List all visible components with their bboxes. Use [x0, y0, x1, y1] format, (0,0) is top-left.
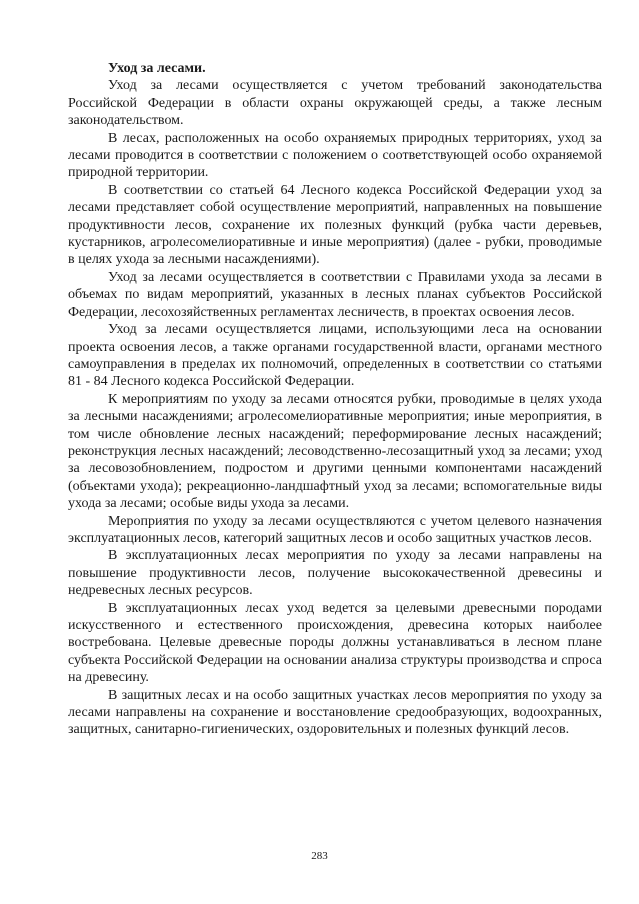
- paragraph-6: К мероприятиям по уходу за лесами относятся рубки, проводимые в целях ухода за лесными насаждениями; агролесомелиоративные мероприятия; иные мероприятия, в том числе обновление лесных насаждений; переформирование лесных насаждений; реконструкция лесных насаждений; лесоводственно-лесозащитный уход за лесами; уход за лесовозобновлением, подростом и другими ценными компонентами насаждений (объектами ухода); рекреационно-ландшафтный уход за лесами; вспомогательные виды ухода за лесами; особые виды ухода за лесами.: [68, 391, 602, 512]
- paragraph-3: В соответствии со статьей 64 Лесного кодекса Российской Федерации уход за лесами представляет собой осуществление мероприятий, направленных на повышение продуктивности лесов, сохранение их полезных функций (рубка части деревьев, кустарников, агролесомелиоративные и иные мероприятия) (далее - рубки, проводимые в целях ухода за лесными насаждениями).: [68, 182, 602, 268]
- paragraph-1: Уход за лесами осуществляется с учетом требований законодательства Российской Федерации в области охраны окружающей среды, а также лесным законодательством.: [68, 78, 602, 129]
- paragraph-2: В лесах, расположенных на особо охраняемых природных территориях, уход за лесами проводится в соответствии с положением о соответствующей особо охраняемой природной территории.: [68, 130, 602, 181]
- section-heading: Уход за лесами.: [108, 61, 206, 76]
- document-body: [68, 60, 602, 739]
- paragraph-10: В защитных лесах и на особо защитных участках лесов мероприятия по уходу за лесами направлены на сохранение и восстановление средообразующих, водоохранных, защитных, санитарно-гигиенических, оздоровительных и полезных функций лесов.: [68, 687, 602, 738]
- paragraph-9: В эксплуатационных лесах уход ведется за целевыми древесными породами искусственного и естественного происхождения, древесина которых наиболее востребована. Целевые древесные породы должны устанавливаться в лесном плане субъекта Российской Федерации на основании анализа структуры производства и спроса на древесину.: [68, 600, 602, 686]
- paragraph-5: Уход за лесами осуществляется лицами, использующими леса на основании проекта освоения лесов, а также органами государственной власти, органами местного самоуправления в пределах их полномочий, определенных в соответствии со статьями 81 - 84 Лесного кодекса Российской Федерации.: [68, 322, 602, 390]
- paragraph-8: В эксплуатационных лесах мероприятия по уходу за лесами направлены на повышение продуктивности лесов, получение высококачественной древесины и недревесных лесных ресурсов.: [68, 548, 602, 599]
- page-number: 283: [311, 850, 328, 862]
- paragraph-4: Уход за лесами осуществляется в соответствии с Правилами ухода за лесами в объемах по видам мероприятий, указанных в лесных планах субъектов Российской Федерации, лесохозяйственных регламентах лесничеств, в проектах освоения лесов.: [68, 269, 602, 320]
- paragraph-7: Мероприятия по уходу за лесами осуществляются с учетом целевого назначения эксплуатационных лесов, категорий защитных лесов и особо защитных участков лесов.: [68, 513, 602, 546]
